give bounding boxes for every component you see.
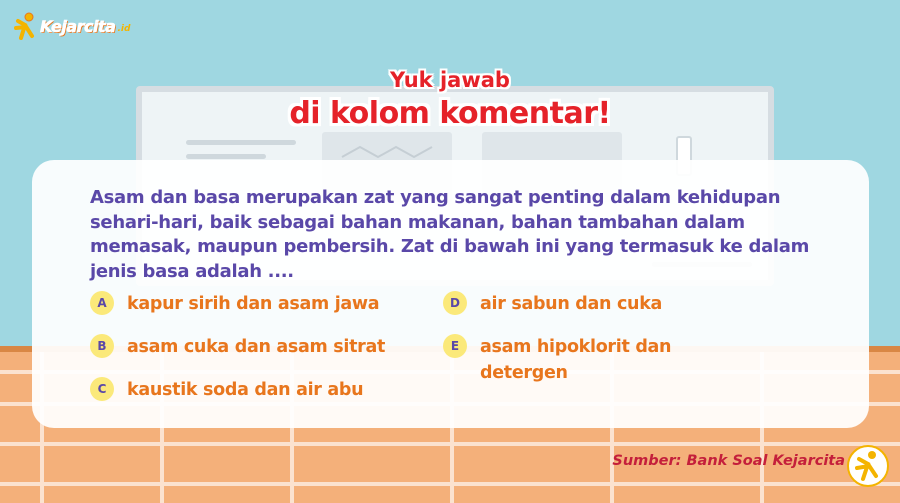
option-d[interactable]: [443, 291, 740, 317]
option-b[interactable]: [90, 334, 427, 360]
brand-name: Kejarcita: [40, 16, 116, 36]
option-letter-badge: B: [90, 334, 114, 358]
board-line: [186, 154, 266, 159]
option-letter-badge: C: [90, 377, 114, 401]
option-text: asam hipoklorit dan detergen: [480, 337, 672, 383]
brand-logo: [12, 12, 130, 40]
running-person-icon: [846, 444, 890, 488]
option-letter-badge: E: [443, 334, 467, 358]
source-credit: Sumber: Bank Soal Kejarcita: [612, 453, 845, 469]
option-text: air sabun dan cuka: [480, 294, 663, 314]
headline-line-2: di kolom komentar!: [289, 96, 611, 131]
option-letter-badge: A: [90, 291, 114, 315]
option-text: kaustik soda dan air abu: [127, 380, 364, 400]
option-a[interactable]: [90, 291, 417, 317]
question-text: Asam dan basa merupakan zat yang sangat penting dalam kehidupan sehari-hari, baik sebagai bahan makanan, bahan tambahan dalam memasak, maupun pembersih. Zat di bawah ini yang termasuk ke dalam jenis basa adalah ....: [90, 187, 810, 282]
brand-tld: .id: [117, 24, 131, 34]
board-line: [186, 140, 296, 145]
running-person-icon: [12, 12, 38, 40]
option-text: kapur sirih dan asam jawa: [127, 294, 380, 314]
option-letter-badge: D: [443, 291, 467, 315]
option-e[interactable]: [443, 334, 710, 386]
option-text: asam cuka dan asam sitrat: [127, 337, 386, 357]
option-c[interactable]: [90, 377, 417, 403]
headline-line-1: Yuk jawab: [390, 68, 510, 92]
